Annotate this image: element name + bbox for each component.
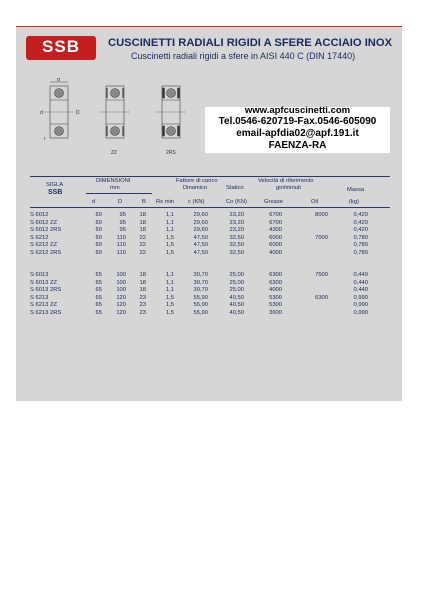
col-kg: (kg) — [349, 199, 359, 205]
header-statico: Statico — [226, 185, 244, 191]
cell-massa: 0,780 — [353, 242, 368, 249]
dim-letter-d: d — [40, 110, 43, 116]
cell-massa: 0,990 — [353, 294, 368, 301]
col-d: d — [92, 199, 96, 205]
cell-grease: 6000 — [269, 242, 282, 249]
cell-massa: 0,440 — [353, 287, 368, 294]
dim-letter-b: B — [57, 78, 61, 83]
bearing-diagram-zz — [90, 78, 142, 160]
dim-letter-r: r — [44, 136, 46, 142]
cell-rs: 1,5 — [165, 250, 174, 256]
cell-d: 65 — [95, 310, 102, 316]
col-B: B — [142, 199, 146, 205]
cell-d: 60 — [95, 219, 102, 226]
cell-d: 65 — [95, 279, 102, 286]
col-oil: Oil — [311, 199, 319, 205]
page-subtitle: Cuscinetti radiali rigidi a sfere in AISI 440 C (DIN 17440) — [131, 51, 356, 61]
table-row — [30, 287, 390, 295]
table-row — [30, 302, 390, 310]
cell-co: 23,20 — [229, 212, 244, 218]
cell-B: 23 — [139, 302, 146, 309]
cell-rs: 1,1 — [165, 219, 174, 226]
cell-sigla: S 6013 ZZ — [30, 279, 58, 286]
table-row — [30, 220, 390, 228]
cell-co: 32,50 — [229, 234, 244, 241]
cell-c: 29,60 — [193, 227, 208, 234]
cell-co: 40,50 — [229, 294, 244, 301]
cell-massa: 0,990 — [353, 302, 368, 309]
cell-D: 95 — [119, 227, 126, 234]
top-accent-line — [16, 26, 402, 27]
cell-B: 18 — [139, 227, 146, 234]
cell-rs: 1,5 — [165, 302, 174, 309]
contact-email[interactable]: email-apfdia02@apf.191.it — [236, 128, 359, 139]
bearing-diagram-open — [34, 78, 86, 148]
cell-grease: 6700 — [269, 212, 282, 218]
cell-grease: 6300 — [269, 279, 282, 286]
table-row — [30, 242, 390, 250]
table-header-rule — [30, 207, 390, 208]
cell-D: 95 — [119, 212, 126, 218]
cell-B: 22 — [139, 242, 146, 249]
table-row — [30, 310, 390, 318]
cell-grease: 4000 — [269, 287, 282, 294]
cell-grease: 3600 — [269, 310, 282, 316]
cell-d: 65 — [95, 272, 102, 278]
cell-grease: 4000 — [269, 250, 282, 256]
header-velocita: Velocità di riferimento — [258, 178, 314, 184]
cell-d: 65 — [95, 287, 102, 294]
page-title: CUSCINETTI RADIALI RIGIDI A SFERE ACCIAIO INOX — [108, 37, 393, 49]
cell-B: 18 — [139, 219, 146, 226]
cell-sigla: S 6212 — [30, 234, 49, 241]
cell-D: 110 — [116, 250, 126, 256]
cell-massa: 0,780 — [353, 234, 368, 241]
cell-D: 100 — [116, 287, 126, 294]
table-row — [30, 227, 390, 235]
cell-c: 47,50 — [193, 234, 208, 241]
cell-rs: 1,1 — [165, 287, 174, 294]
cell-c: 55,90 — [193, 302, 208, 309]
cell-d: 60 — [95, 212, 102, 218]
cell-c: 30,70 — [193, 279, 208, 286]
cell-oil: 6300 — [315, 294, 328, 301]
cell-grease: 5300 — [269, 302, 282, 309]
diagram-label-zz: ZZ — [111, 150, 118, 156]
cell-D: 120 — [116, 294, 126, 301]
cell-sigla: S 6012 — [30, 212, 49, 218]
cell-rs: 1,1 — [165, 279, 174, 286]
cell-massa: 0,780 — [353, 250, 368, 256]
cell-B: 22 — [139, 250, 146, 256]
cell-rs: 1,5 — [165, 234, 174, 241]
cell-d: 60 — [95, 250, 102, 256]
cell-c: 55,90 — [193, 310, 208, 316]
cell-B: 18 — [139, 287, 146, 294]
cell-sigla: S 6213 — [30, 294, 49, 301]
cell-d: 60 — [95, 242, 102, 249]
cell-oil: 7500 — [315, 272, 328, 278]
header-velocita-unit: giri/minuti — [276, 185, 301, 191]
cell-D: 120 — [116, 310, 126, 316]
cell-d: 65 — [95, 302, 102, 309]
cell-c: 55,90 — [193, 294, 208, 301]
cell-B: 18 — [139, 272, 146, 278]
cell-d: 60 — [95, 227, 102, 234]
cell-grease: 5300 — [269, 294, 282, 301]
header-sigla: SIGLA — [46, 182, 64, 188]
cell-d: 65 — [95, 294, 102, 301]
cell-c: 29,60 — [193, 212, 208, 218]
cell-D: 110 — [116, 242, 126, 249]
cell-rs: 1,1 — [165, 272, 174, 278]
cell-co: 25,00 — [229, 279, 244, 286]
header-fattore: Fattore di carico — [176, 178, 218, 184]
cell-rs: 1,1 — [165, 212, 174, 218]
cell-c: 30,70 — [193, 272, 208, 278]
table-row — [30, 272, 390, 280]
cell-grease: 4300 — [269, 227, 282, 234]
cell-massa: 0,420 — [353, 227, 368, 234]
cell-B: 22 — [139, 234, 146, 241]
cell-rs: 1,1 — [165, 227, 174, 234]
contact-box — [205, 107, 390, 153]
cell-c: 47,50 — [193, 250, 208, 256]
cell-grease: 6700 — [269, 219, 282, 226]
table-top-rule — [30, 176, 390, 177]
cell-rs: 1,5 — [165, 294, 174, 301]
table-row — [30, 235, 390, 243]
table-row — [30, 295, 390, 303]
header-dimensioni: DIMENSIONI — [96, 178, 131, 184]
col-c: c (KN) — [188, 199, 205, 205]
cell-massa: 0,440 — [353, 279, 368, 286]
header-sigla-brand: SSB — [48, 189, 63, 196]
cell-D: 100 — [116, 272, 126, 278]
cell-d: 60 — [95, 234, 102, 241]
cell-B: 23 — [139, 310, 146, 316]
cell-D: 110 — [116, 234, 126, 241]
cell-sigla: S 6012 2RS — [30, 227, 62, 234]
cell-oil: 7000 — [315, 234, 328, 241]
col-co: Co (KN) — [226, 199, 247, 205]
cell-c: 30,70 — [193, 287, 208, 294]
cell-massa: 0,420 — [353, 212, 368, 218]
cell-co: 32,50 — [229, 250, 244, 256]
cell-sigla: S 6213 2RS — [30, 310, 62, 316]
cell-grease: 6300 — [269, 272, 282, 278]
table-row — [30, 212, 390, 220]
cell-sigla: S 6212 2RS — [30, 250, 62, 256]
cell-sigla: S 6212 ZZ — [30, 242, 58, 249]
cell-grease: 6000 — [269, 234, 282, 241]
cell-sigla: S 6013 2RS — [30, 287, 62, 294]
col-D: D — [118, 199, 123, 205]
cell-c: 47,50 — [193, 242, 208, 249]
cell-massa: 0,440 — [353, 272, 368, 278]
cell-rs: 1,5 — [165, 242, 174, 249]
cell-co: 40,50 — [229, 310, 244, 316]
dim-letter-D: D — [76, 110, 80, 116]
logo-text: SSB — [42, 37, 80, 56]
cell-co: 25,00 — [229, 272, 244, 278]
contact-website[interactable]: www.apfcuscinetti.com — [244, 105, 351, 116]
cell-rs: 1,5 — [165, 310, 174, 316]
cell-B: 23 — [139, 294, 146, 301]
cell-co: 40,50 — [229, 302, 244, 309]
table-row — [30, 280, 390, 288]
contact-phone-fax: Tel.0546-620719-Fax.0546-605090 — [218, 116, 377, 127]
col-rs-min: Rs min — [156, 199, 175, 205]
cell-co: 25,00 — [229, 287, 244, 294]
bearing-diagram-2rs — [146, 78, 198, 160]
cell-co: 23,20 — [229, 227, 244, 234]
table-row — [30, 250, 390, 258]
cell-D: 120 — [116, 302, 126, 309]
cell-B: 18 — [139, 212, 146, 218]
dimensioni-rule — [86, 193, 152, 194]
cell-D: 100 — [116, 279, 126, 286]
cell-massa: 0,990 — [353, 310, 368, 316]
cell-c: 29,60 — [193, 219, 208, 226]
header-dimensioni-unit: mm — [110, 185, 120, 191]
cell-co: 32,50 — [229, 242, 244, 249]
contact-city: FAENZA-RA — [268, 140, 327, 151]
cell-sigla: S 6013 — [30, 272, 49, 278]
col-grease: Grease — [264, 199, 284, 205]
cell-co: 23,20 — [229, 219, 244, 226]
cell-B: 18 — [139, 279, 146, 286]
cell-sigla: S 6213 ZZ — [30, 302, 58, 309]
cell-oil: 8000 — [315, 212, 328, 218]
cell-sigla: S 6012 ZZ — [30, 219, 58, 226]
cell-massa: 0,420 — [353, 219, 368, 226]
header-massa: Massa — [347, 187, 365, 193]
header-dinamico: Dinamico — [183, 185, 208, 191]
ssb-logo — [26, 36, 96, 60]
cell-D: 95 — [119, 219, 126, 226]
diagram-label-2rs: 2RS — [166, 150, 176, 156]
